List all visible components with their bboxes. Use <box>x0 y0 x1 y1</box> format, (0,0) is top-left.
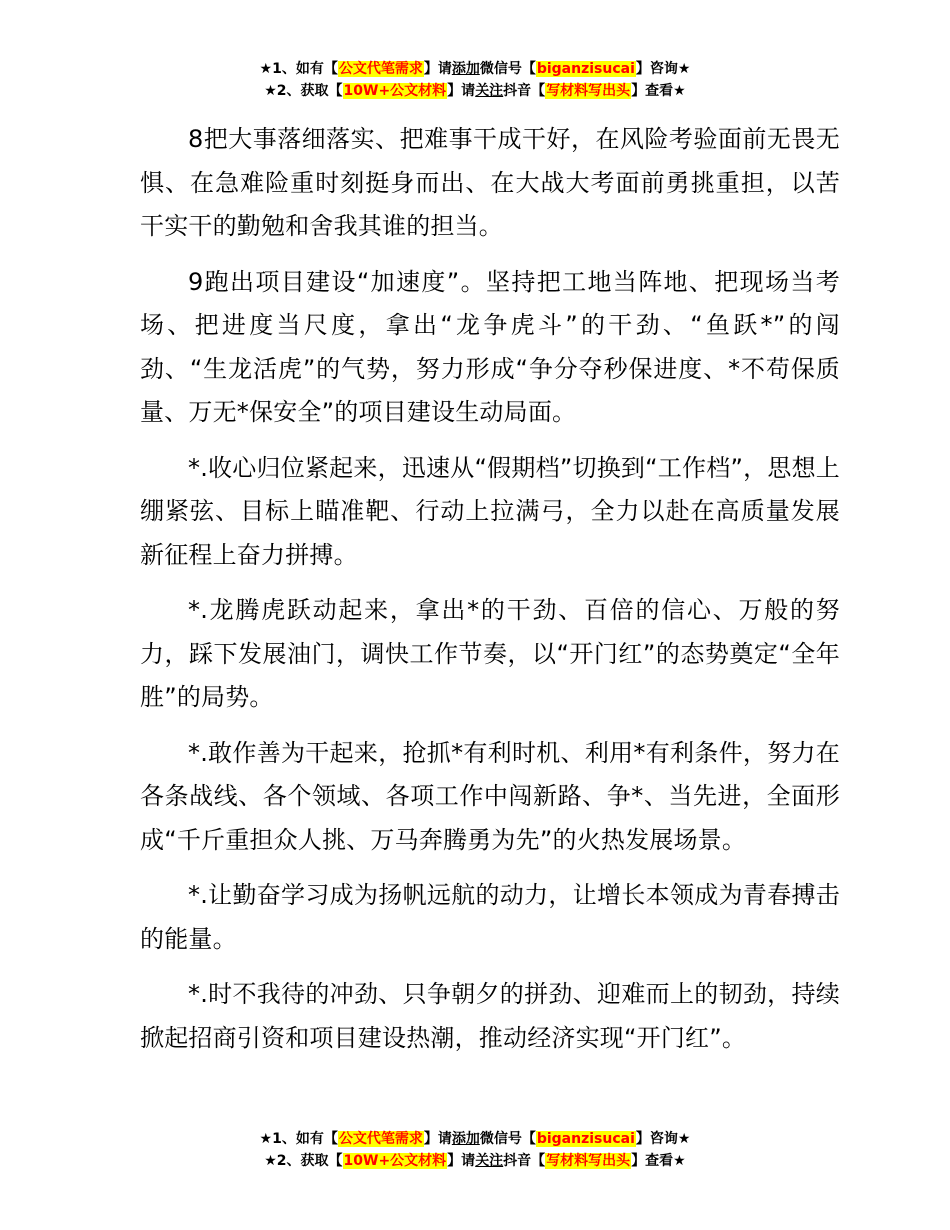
paragraph: 9跑出项目建设“加速度”。坚持把工地当阵地、把现场当考场、把进度当尺度，拿出“龙争虎斗”的干劲、“鱼跃*”的闯劲、“生龙活虎”的气势，努力形成“争分夺秒保进度、*不苟保质量、万无*保安全”的项目建设生动局面。 <box>140 267 840 426</box>
highlight-materials: 10W+公文材料 <box>343 83 447 99</box>
paragraph: *.龙腾虎跃动起来，拿出*的干劲、百倍的信心、万般的努力，踩下发展油门，调快工作节奏，以“开门红”的态势奠定“全年胜”的局势。 <box>140 596 840 711</box>
header-line-2: ★2、获取【10W+公文材料】请关注抖音【写材料写出头】查看★ <box>264 83 686 99</box>
header-banner <box>0 58 950 102</box>
footer-banner <box>0 1128 950 1172</box>
highlight-materials: 10W+公文材料 <box>343 1153 447 1169</box>
document-body <box>140 118 840 1072</box>
highlight-wechat-id: biganzisucai <box>536 1131 635 1147</box>
highlight-douyin: 写材料写出头 <box>546 83 631 99</box>
highlight-service: 公文代笔需求 <box>338 1131 423 1147</box>
highlight-douyin: 写材料写出头 <box>546 1153 631 1169</box>
paragraph: 8把大事落细落实、把难事干成干好，在风险考验面前无畏无惧、在急难险重时刻挺身而出、在大战大考面前勇挑重担，以苦干实干的勤勉和舍我其谁的担当。 <box>140 125 840 240</box>
paragraph: *.敢作善为干起来，抢抓*有利时机、利用*有利条件，努力在各条战线、各个领域、各项工作中闯新路、争*、当先进，全面形成“千斤重担众人挑、万马奔腾勇为先”的火热发展场景。 <box>140 738 840 854</box>
paragraph: *.让勤奋学习成为扬帆远航的动力，让增长本领成为青春搏击的能量。 <box>140 881 840 953</box>
footer-line-1: ★1、如有【公文代笔需求】请添加微信号【biganzisucai】咨询★ <box>259 1131 691 1147</box>
footer-line-2: ★2、获取【10W+公文材料】请关注抖音【写材料写出头】查看★ <box>264 1153 686 1169</box>
paragraph: *.收心归位紧起来，迅速从“假期档”切换到“工作档”，思想上绷紧弦、目标上瞄准靶、行动上拉满弓，全力以赴在高质量发展新征程上奋力拼搏。 <box>140 453 840 569</box>
paragraph: *.时不我待的冲劲、只争朝夕的拼劲、迎难而上的韧劲，持续掀起招商引资和项目建设热潮，推动经济实现“开门红”。 <box>140 980 840 1052</box>
header-line-1: ★1、如有【公文代笔需求】请添加微信号【biganzisucai】咨询★ <box>259 61 691 77</box>
highlight-wechat-id: biganzisucai <box>536 61 635 77</box>
highlight-service: 公文代笔需求 <box>338 61 423 77</box>
